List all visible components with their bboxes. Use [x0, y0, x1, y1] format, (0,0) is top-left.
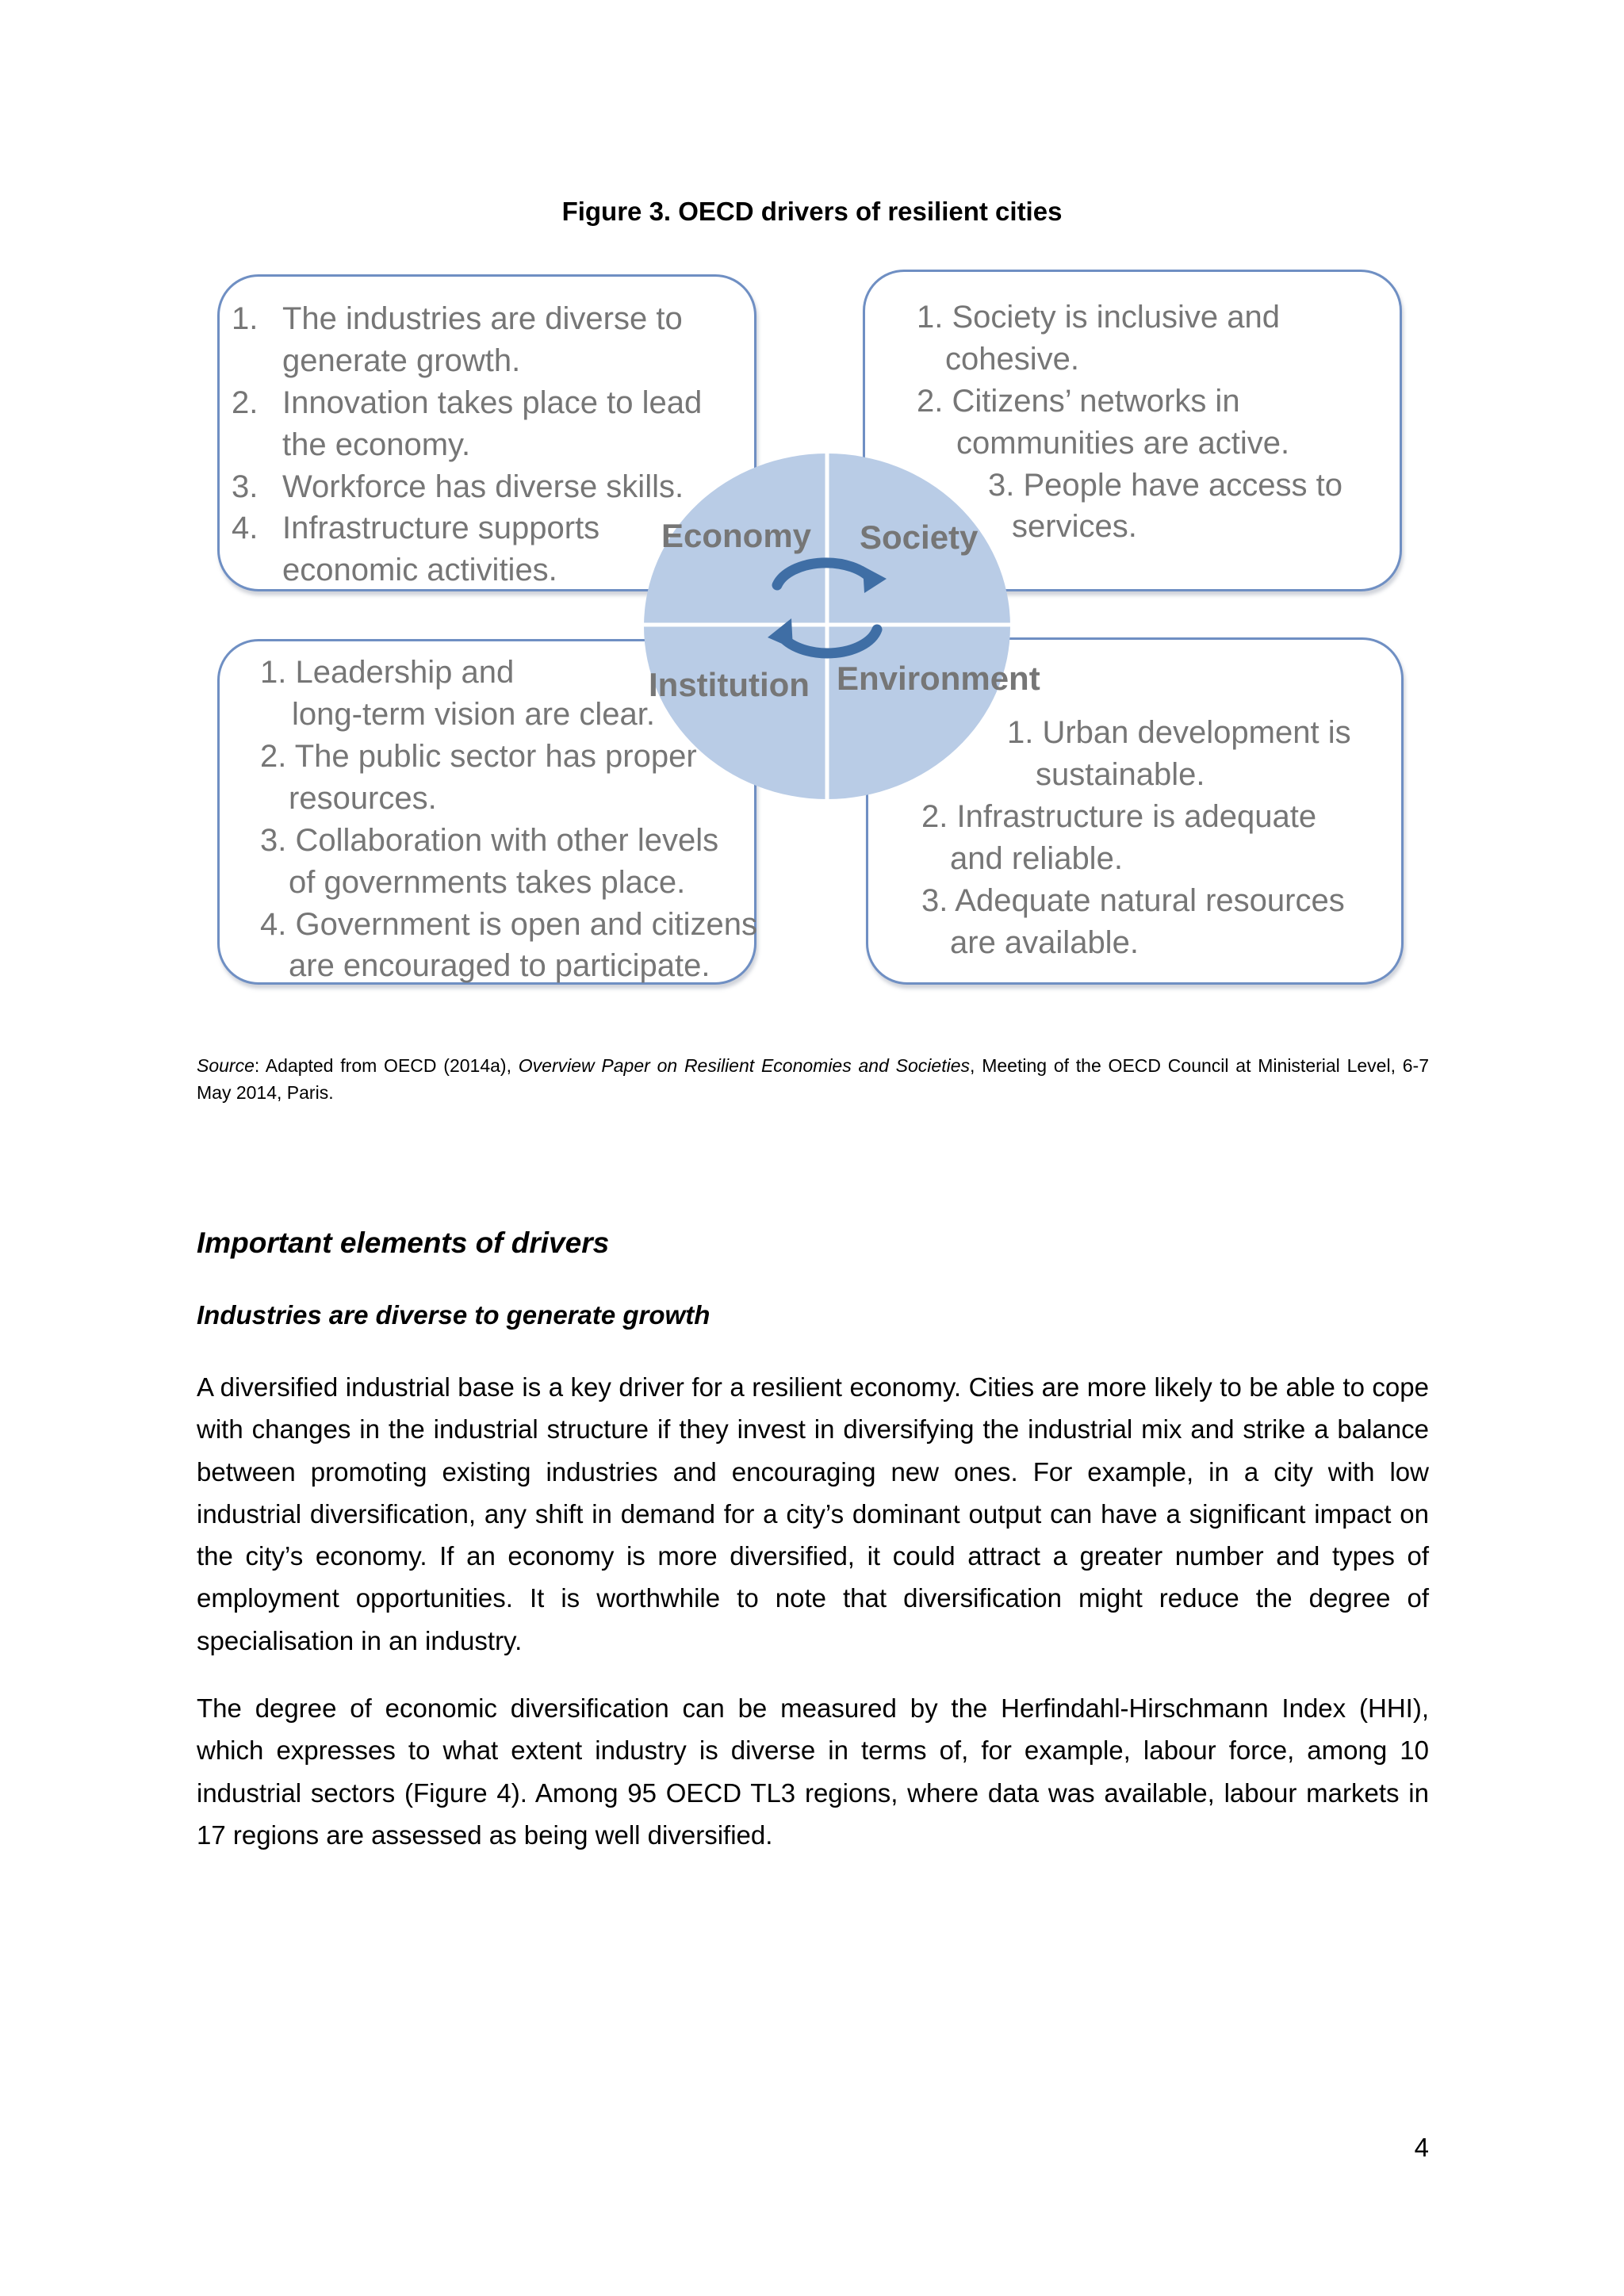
environment-item-text: sustainable.	[1036, 757, 1205, 792]
institution-item-text: long-term vision are clear.	[292, 697, 655, 732]
section-heading: Important elements of drivers	[197, 1226, 610, 1259]
institution-item-text: 1. Leadership and	[260, 655, 515, 690]
economy-item-number: 1.	[232, 301, 259, 336]
figure-title: Figure 3. OECD drivers of resilient cities	[561, 197, 1063, 226]
economy-item-text: The industries are diverse to	[282, 301, 683, 336]
institution-item-text: 4. Government is open and citizens	[260, 907, 758, 942]
institution-item-text: are encouraged to participate.	[289, 948, 710, 983]
figure-source-note	[197, 1052, 1429, 1106]
institution-item-text: resources.	[289, 781, 437, 816]
environment-label: Environment	[837, 660, 1040, 697]
society-item-text: 3. People have access to	[988, 468, 1342, 503]
society-item-text: 2. Citizens’ networks in	[917, 384, 1240, 419]
society-item-text: communities are active.	[956, 426, 1290, 461]
economy-item-text: Workforce has diverse skills.	[282, 469, 684, 504]
economy-item-text: generate growth.	[282, 343, 521, 378]
society-item-text: cohesive.	[945, 342, 1079, 377]
source-text: : Adapted from OECD (2014a),	[254, 1055, 519, 1076]
economy-item-number: 2.	[232, 385, 259, 420]
drivers-wheel	[639, 446, 1025, 812]
economy-item-number: 4.	[232, 511, 259, 545]
institution-item-text: 3. Collaboration with other levels	[260, 823, 719, 858]
environment-item-text: 1. Urban development is	[1007, 715, 1351, 750]
source-title: Overview Paper on Resilient Economies and Societies	[518, 1055, 971, 1076]
institution-label: Institution	[649, 666, 810, 703]
society-item-text: services.	[1012, 509, 1137, 544]
body-paragraph: The degree of economic diversification can be measured by the Herfindahl-Hirschmann Index (HHI), which expresses to what extent industry is diverse in terms of, for example, labour force, among 10 industrial sectors (Figure 4). Among 95 OECD TL3 regions, where data was available, labour markets in 17 regions are assessed as being well diversified.	[197, 1693, 1429, 1850]
body-paragraph: A diversified industrial base is a key driver for a resilient economy. Cities are more likely to be able to cope with changes in the industrial structure if they invest in diversifying the industrial mix and strike a balance between promoting existing industries and encouraging new ones. For example, in a city with low industrial diversification, any shift in demand for a city’s dominant output can have a significant impact on the city’s economy. If an economy is more diversified, it could attract a greater number and types of employment opportunities. It is worthwhile to note that diversification might reduce the degree of specialisation in an industry.	[197, 1372, 1429, 1655]
source-label: Source	[197, 1055, 255, 1076]
page-number: 4	[1414, 2133, 1429, 2162]
institution-item-text: 2. The public sector has proper	[260, 739, 697, 774]
environment-item-text: are available.	[950, 925, 1139, 960]
economy-item-text: Infrastructure supports	[282, 511, 600, 545]
environment-item-text: and reliable.	[950, 841, 1123, 876]
economy-item-text: the economy.	[282, 427, 471, 462]
environment-item-text: 2. Infrastructure is adequate	[921, 799, 1317, 834]
economy-item-number: 3.	[232, 469, 259, 504]
sub-heading: Industries are diverse to generate growth	[197, 1300, 710, 1330]
society-label: Society	[860, 519, 979, 556]
society-item-text: 1. Society is inclusive and	[917, 300, 1281, 335]
institution-item-text: of governments takes place.	[289, 865, 686, 900]
environment-item-text: 3. Adequate natural resources	[921, 883, 1345, 918]
economy-item-text: economic activities.	[282, 553, 557, 587]
source-text: , Meeting of the OECD Council at Ministerial Level, 6-7 May 2014, Paris.	[197, 1055, 1429, 1103]
economy-item-text: Innovation takes place to lead	[282, 385, 703, 420]
economy-label: Economy	[661, 517, 812, 554]
